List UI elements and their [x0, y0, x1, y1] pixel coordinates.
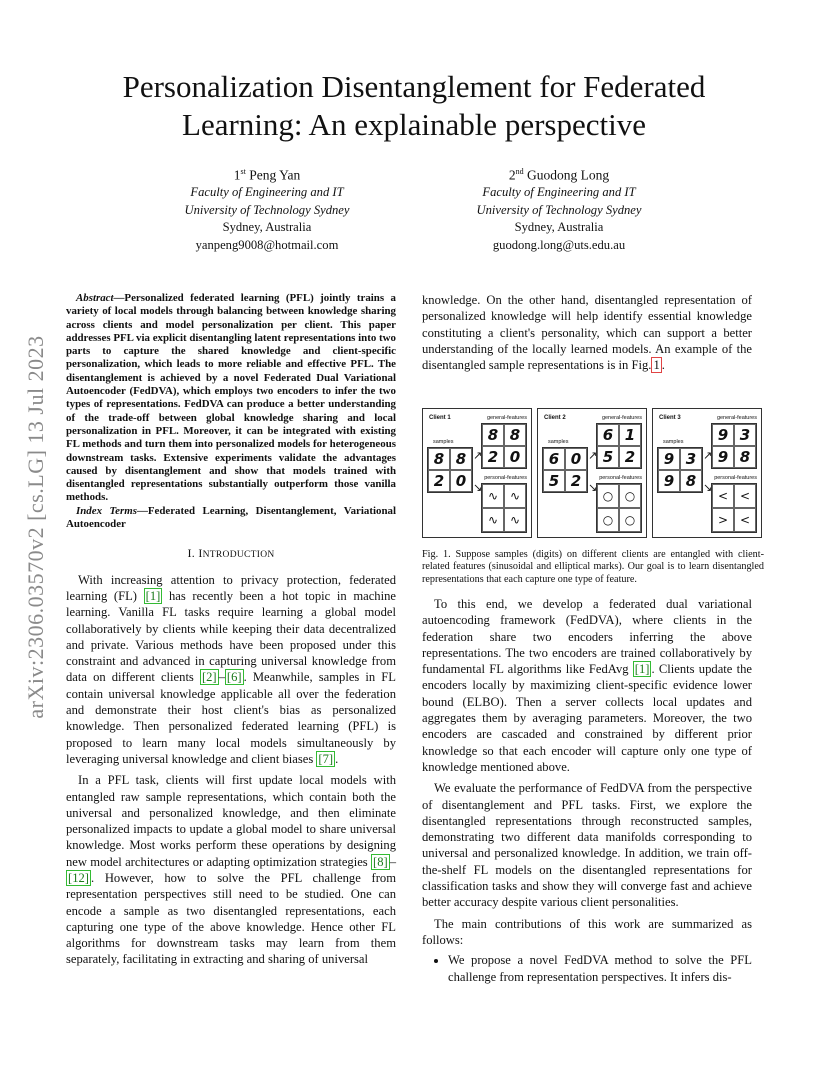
author-dept: Faculty of Engineering and IT [482, 185, 636, 199]
index-terms-text: —Federated Learning, Disentanglement, Variational Autoencoder [66, 504, 396, 531]
author-name: Guodong Long [527, 167, 610, 183]
index-terms-label: Index Terms [76, 504, 137, 517]
citation-link[interactable]: [8] [373, 854, 388, 869]
personal-features-grid: < < > < [711, 483, 757, 533]
author-ordinal: nd [515, 167, 524, 176]
intro-paragraph-1: With increasing attention to privacy protection, federated learning (FL) [1] has recently been a hot topic in machine learning. Vanilla FL tasks require learning a global model collaboratively by clients while keeping their data decentralized and private. Various methods have been proposed under this constraint and advanced in capturing universal knowledge from data on different clients [2] – [6] . Meanwhile, samples in FL contain universal knowledge applicable all over the federation and demonstrate their host client's bias as personalized knowledge. Then personalized federated learning (PFL) is proposed to learn many local models simultaneously by leveraging universal knowledge and client biases [7] . [66, 572, 396, 766]
citation-link[interactable]: [1] [145, 588, 161, 603]
author-email: yanpeng9008@hotmail.com [195, 237, 339, 252]
author-ordinal: st [240, 167, 246, 176]
author-univ: University of Technology Sydney [184, 202, 350, 217]
left-column [66, 292, 396, 968]
right-paragraph-3: We evaluate the performance of FedDVA from the perspective of disentanglement and PFL tasks. First, we explore the disentangled representations through reconstructed samples, demonstrating two different data manifolds corresponding to universal and personalized knowledge. In addition, we train off-the-shelf FL models on the disentangled representations for classification tasks and show they will converge fast and achieve better accuracy despite various client personalities. [422, 781, 752, 910]
intro-paragraph-2: In a PFL task, clients will first update local models with entangled raw sample representations, which contain both the universal and personalized knowledge, and then eliminate personalized impacts to update a global model to share universal knowledge. Most works perform these operations by designing new model architectures or adapting optimization strategies [8] –[12] . However, how to solve the PFL challenge from representation perspectives still need to be studied. One can encode a sample as two disentangled representations, each capturing one type of the above knowledge. Hence other FL algorithms for downstream tasks may learn from them separately, facilitating in extracting and sharing of universal [66, 773, 396, 967]
general-features-label: general-features [486, 415, 527, 421]
right-column-bottom [422, 596, 752, 985]
author-dept: Faculty of Engineering and IT [190, 185, 344, 199]
citation-link[interactable]: [6] [226, 670, 242, 685]
author-2 [409, 163, 709, 254]
right-paragraph-4: The main contributions of this work are summarized as follows: [422, 916, 752, 947]
author-univ: University of Technology Sydney [476, 202, 642, 217]
arxiv-stamp [14, 294, 58, 759]
author-location: Sydney, Australia [514, 220, 604, 234]
arxiv-id: arXiv:2306.03570v2 [cs.LG] 13 Jul 2023 [23, 334, 48, 719]
contributions-list [422, 952, 752, 985]
right-column-top [422, 292, 752, 373]
client-label: Client 3 [659, 415, 681, 421]
arrow-icon: ↗ [473, 449, 483, 462]
general-features-grid: 6 1 5 2 [596, 423, 642, 469]
general-features-grid: 9 3 9 8 [711, 423, 757, 469]
author-email: guodong.long@uts.edu.au [492, 237, 626, 252]
citation-link[interactable]: [1] [634, 662, 650, 677]
samples-grid: 9 3 9 8 [657, 447, 703, 493]
personal-features-grid: ∿ ∿ ∿ ∿ [481, 483, 527, 533]
right-paragraph-2: To this end, we develop a federated dual variational autoencoding framework (FedDVA), where clients in the federation share two encoders inferring the above representations. The two encoders are trained collaboratively by fundamental FL algorithms like FedAvg [1] . Clients update the encoders locally by maximizing client-specific evidence lower bound (ELBO). Then a server collects local updates and aggregates them by averaging parameters. Moreover, the two encoders are cascaded and constrained by different prior knowledge so that each encoder will capture only one type of knowledge mentioned above. [422, 597, 753, 774]
abstract-text: —Personalized federated learning (PFL) jointly trains a variety of local models through balancing between knowledge sharing across clients and model personalization per client. This paper addresses PFL via explicit disentangling latent representations into two parts to capture the shared knowledge and client-specific personalization, which leads to more reliable and effective PFL. The disentanglement is achieved by a novel Federated Dual Variational Autoencoder (FedDVA), which employs two encoders to infer the two types of representations. FedDVA can produce a better understanding of the trade-off between global knowledge sharing and local personalization in PFL. Moreover, it can be integrated with existing FL methods and turn them into personalized models for heterogeneous downstream tasks. Extensive experiments validate the advantages caused by disentanglement and show that models trained with disentangled representations substantially outperform those vanilla methods. [66, 292, 396, 504]
samples-label: samples [433, 439, 454, 445]
author-order: 1 [233, 167, 241, 183]
samples-grid: 8 8 2 0 [427, 447, 473, 493]
client-panel [422, 408, 532, 538]
author-location: Sydney, Australia [222, 220, 312, 234]
abstract [66, 292, 396, 505]
abstract-label: Abstract [76, 292, 114, 304]
section-heading: I. INTRODUCTION [187, 546, 275, 561]
arrow-icon: ↗ [703, 449, 713, 462]
general-features-label: general-features [601, 415, 642, 421]
citation-link[interactable]: [2] [201, 670, 217, 685]
citation-link[interactable]: [7] [318, 751, 334, 766]
personal-features-label: personal-features [714, 475, 757, 481]
general-features-label: general-features [716, 415, 757, 421]
figure-caption: Fig. 1. Suppose samples (digits) on different clients are entangled with client-related features (sinusoidal and elliptical marks). Our goal is to learn disentangled representations that each capture one type of feature. [422, 549, 764, 585]
paper-title: Personalization Disentanglement for Federated Learning: An explainable perspective [122, 69, 706, 142]
client-label: Client 1 [429, 415, 451, 421]
personal-features-grid: ○ ○ ○ ○ [596, 483, 642, 533]
right-paragraph-1: knowledge. On the other hand, disentangled representation of personalized knowledge will help identify essential knowledge constituting a client's personality, which can support a better understanding of the locally learned models. An example of the disentangled sample representations is in Fig. 1 . [422, 293, 752, 373]
personal-features-label: personal-features [599, 475, 642, 481]
author-1 [117, 163, 417, 254]
arrow-icon: ↘ [703, 481, 713, 494]
arrow-icon: ↘ [473, 481, 483, 494]
client-label: Client 2 [544, 415, 566, 421]
figure-link[interactable]: 1 [653, 358, 660, 373]
personal-features-label: personal-features [484, 475, 527, 481]
samples-grid: 6 0 5 2 [542, 447, 588, 493]
general-features-grid: 8 8 2 0 [481, 423, 527, 469]
arrow-icon: ↗ [588, 449, 598, 462]
samples-label: samples [548, 439, 569, 445]
author-order: 2 [508, 167, 516, 183]
arrow-icon: ↘ [588, 481, 598, 494]
citation-link[interactable]: [12] [68, 870, 89, 885]
client-panel [537, 408, 647, 538]
author-name: Peng Yan [249, 167, 301, 183]
samples-label: samples [663, 439, 684, 445]
index-terms [66, 505, 396, 532]
client-panel [652, 408, 762, 538]
list-item: • We propose a novel FedDVA method to solve the PFL challenge from representation perspectives. It infers dis- [448, 952, 752, 985]
figure-1 [422, 408, 764, 540]
